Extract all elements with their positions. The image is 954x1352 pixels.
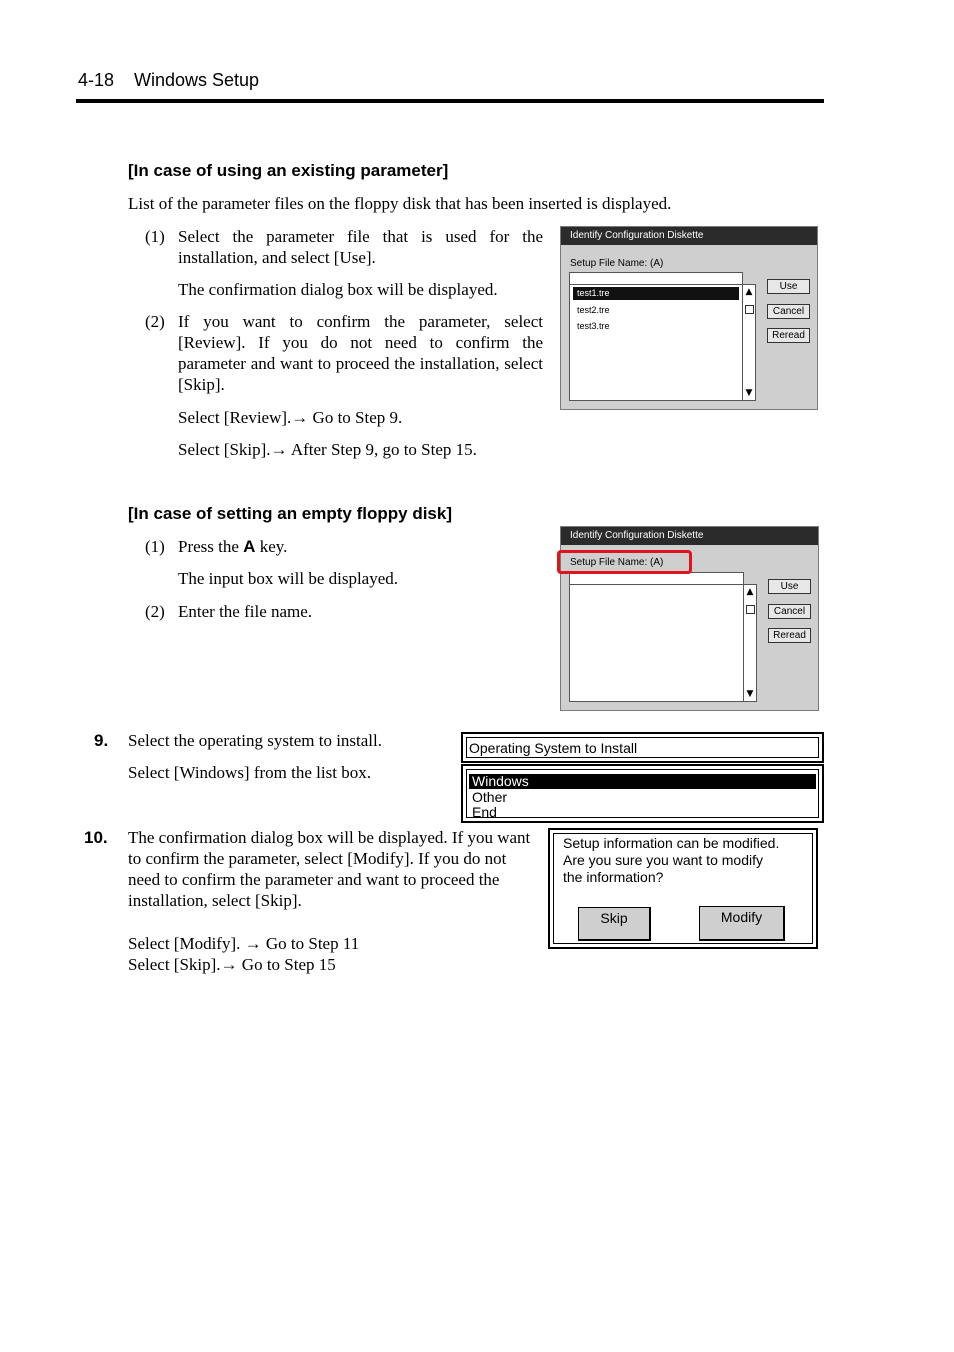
step-number: 10. [84, 828, 108, 847]
list-item-note: Select [Review].→ Go to Step 9. [178, 408, 403, 427]
scroll-up-icon[interactable]: ▲ [745, 287, 753, 297]
step-note: Select [Windows] from the list box. [128, 763, 371, 782]
confirm-message [563, 835, 779, 886]
scroll-down-icon[interactable]: ▼ [745, 388, 753, 398]
file-list-item[interactable]: test1.tre [573, 287, 739, 300]
file-list-item[interactable]: test3.tre [577, 321, 610, 331]
cancel-button[interactable]: Cancel [767, 304, 810, 319]
reread-button[interactable]: Reread [767, 328, 810, 343]
message-line: Setup information can be modified. [563, 835, 780, 851]
setup-file-label: Setup File Name: (A) [570, 557, 664, 568]
list-item-text: If you want to confirm the parameter, select [Review]. If you do not need to confirm the parameter and want to proceed the installation, select [Skip]. [178, 312, 543, 394]
highlight-box [557, 550, 692, 574]
page-number: 4-18 [78, 70, 115, 90]
list-item-note: Select [Skip].→ After Step 9, go to Step 15. [178, 440, 477, 459]
header-rule [76, 99, 824, 103]
list-number: (2) [145, 312, 165, 331]
list-number: (1) [145, 227, 165, 246]
step-note: Select [Skip].→ Go to Step 15 [128, 955, 336, 974]
scroll-thumb[interactable] [746, 605, 755, 614]
list-number: (2) [145, 602, 165, 621]
os-dialog-title: Operating System to Install [469, 740, 638, 756]
section-intro: List of the parameter files on the floppy disk that has been inserted is displayed. [128, 194, 672, 213]
list-item-text: Select the parameter file that is used for the installation, and select [Use]. [178, 227, 543, 267]
list-item-note: The input box will be displayed. [178, 569, 399, 588]
key-a: A [243, 537, 256, 556]
text-fragment: key. [255, 537, 288, 556]
dialog-title: Identify Configuration Diskette [561, 527, 818, 545]
text-fragment: Press the [178, 537, 244, 556]
file-list-scrollbar[interactable] [743, 584, 757, 702]
file-list[interactable] [569, 584, 744, 702]
os-list-box[interactable] [461, 764, 824, 823]
scroll-down-icon[interactable]: ▼ [746, 689, 754, 699]
section-heading-existing: [In case of using an existing parameter] [128, 161, 449, 180]
list-number: (1) [145, 537, 165, 556]
file-list-item[interactable]: test2.tre [577, 305, 610, 315]
file-list[interactable] [569, 284, 743, 401]
identify-diskette-dialog [560, 226, 818, 410]
reread-button[interactable]: Reread [768, 628, 811, 643]
message-line: the information? [563, 869, 664, 885]
cancel-button[interactable]: Cancel [768, 604, 811, 619]
scroll-up-icon[interactable]: ▲ [746, 587, 754, 597]
step-text: The confirmation dialog box will be displayed. If you want to confirm the parameter, select [Modify]. If you do not need to confirm the parameter and want to proceed the installation, select [Skip]. [128, 828, 531, 910]
list-item-note: The confirmation dialog box will be displayed. [178, 280, 498, 299]
list-item-text: Enter the file name. [178, 602, 313, 621]
modify-button[interactable]: Modify [699, 906, 785, 941]
step-number: 9. [94, 731, 109, 750]
chapter-title: Windows Setup [134, 70, 260, 90]
skip-button[interactable]: Skip [578, 907, 651, 941]
os-option-windows[interactable]: Windows [469, 774, 816, 789]
confirm-dialog [548, 828, 818, 949]
list-item-text [178, 536, 287, 557]
use-button[interactable]: Use [767, 279, 810, 294]
message-line: Are you sure you want to modify [563, 852, 763, 868]
dialog-title: Identify Configuration Diskette [561, 227, 817, 245]
step-text: Select the operating system to install. [128, 731, 383, 750]
setup-file-label: Setup File Name: (A) [570, 258, 664, 269]
step-note: Select [Modify]. → Go to Step 11 [128, 934, 360, 953]
os-option-end[interactable]: End [472, 804, 497, 820]
file-list-scrollbar[interactable] [742, 284, 756, 401]
section-heading-empty: [In case of setting an empty floppy disk] [128, 504, 452, 523]
use-button[interactable]: Use [768, 579, 811, 594]
scroll-thumb[interactable] [745, 305, 754, 314]
os-option-other[interactable]: Other [472, 789, 508, 805]
os-dialog-title-box [461, 732, 824, 763]
